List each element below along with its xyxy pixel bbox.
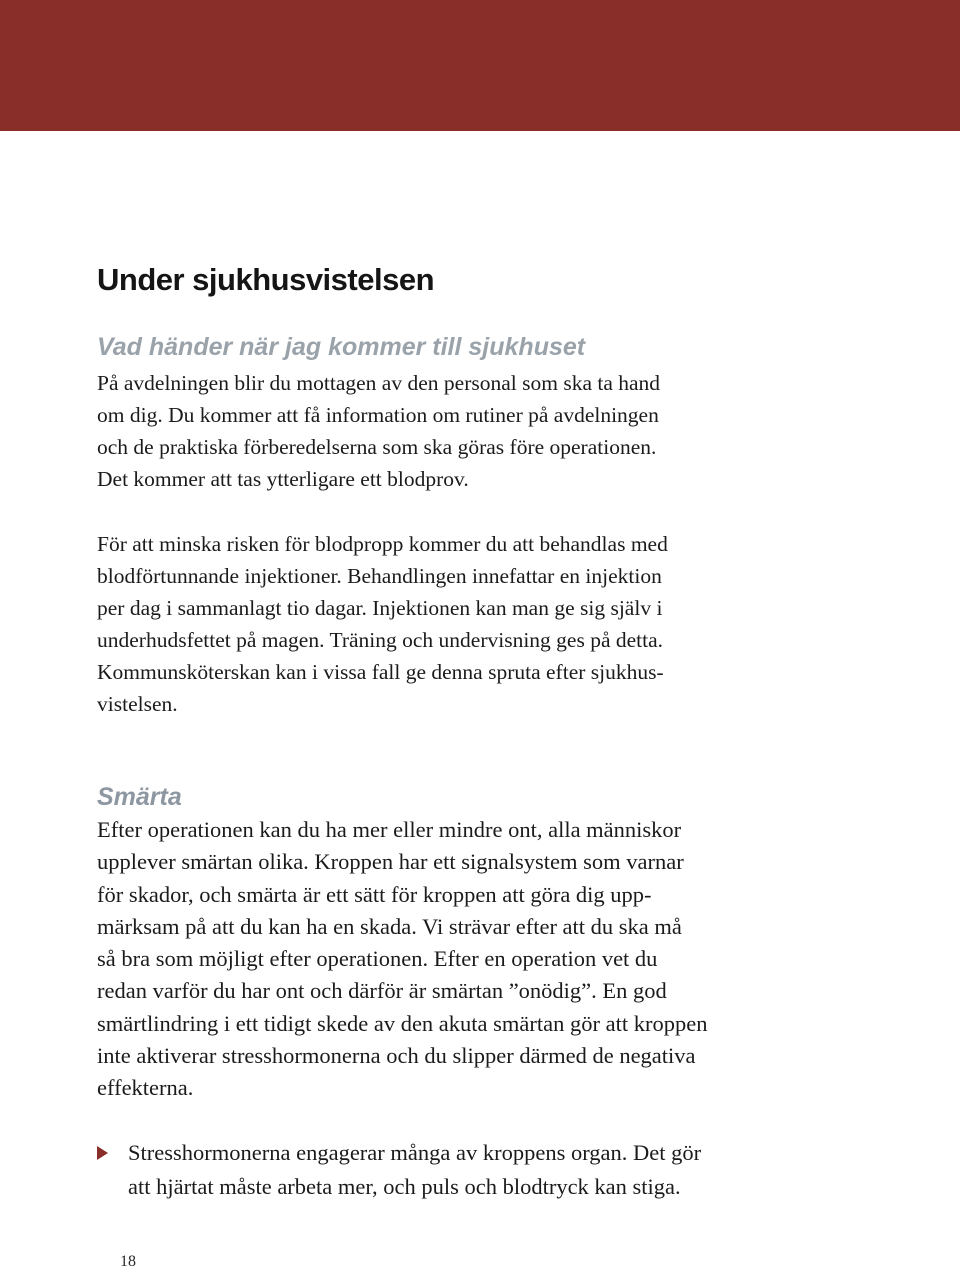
text-line: inte aktiverar stresshormonerna och du slipper därmed de negativa (97, 1043, 696, 1069)
text-line: underhudsfettet på magen. Träning och undervisning ges på detta. (97, 628, 664, 652)
paragraph-arrival (97, 367, 660, 495)
text-line: smärtlindring i ett tidigt skede av den akuta smärtan gör att kroppen (97, 1010, 708, 1036)
section-heading-pain: Smärta (97, 783, 182, 811)
bullet-text (128, 1136, 701, 1204)
text-line: effekterna. (97, 1075, 194, 1101)
paragraph-pain (97, 814, 707, 1105)
text-line: vistelsen. (97, 692, 178, 716)
text-line: Det kommer att tas ytterligare ett blodprov. (97, 467, 469, 491)
page-title: Under sjukhusvistelsen (97, 262, 435, 297)
text-line: Kommunsköterskan kan i vissa fall ge denna spruta efter sjukhus- (97, 660, 664, 684)
text-line: för skador, och smärta är ett sätt för kroppen att göra dig upp- (97, 881, 652, 907)
text-line: per dag i sammanlagt tio dagar. Injektionen kan man ge sig själv i (97, 596, 663, 620)
text-line: redan varför du har ont och därför är smärtan ”onödig”. En god (97, 978, 667, 1004)
text-line: upplever smärtan olika. Kroppen har ett signalsystem som varnar (97, 849, 684, 875)
triangle-bullet-icon (97, 1146, 108, 1160)
text-line: och de praktiska förberedelserna som ska göras före operationen. (97, 435, 657, 459)
text-line: Efter operationen kan du ha mer eller mindre ont, alla människor (97, 817, 682, 842)
text-line: att hjärtat måste arbeta mer, och puls och blodtryck kan stiga. (128, 1174, 681, 1199)
paragraph-blood-clot (97, 528, 668, 720)
section-heading-arrival: Vad händer när jag kommer till sjukhuset (97, 333, 586, 361)
text-line: märksam på att du kan ha en skada. Vi strävar efter att du ska må (97, 913, 682, 939)
text-line: så bra som möjligt efter operationen. Efter en operation vet du (97, 946, 658, 972)
text-line: På avdelningen blir du mottagen av den personal som ska ta hand (97, 371, 661, 395)
page-number: 18 (120, 1253, 136, 1270)
header-color-band (0, 0, 960, 131)
text-line: blodförtunnande injektioner. Behandlingen innefattar en injektion (97, 564, 662, 588)
text-line: Stresshormonerna engagerar många av kroppens organ. Det gör (128, 1140, 702, 1165)
text-line: För att minska risken för blodpropp kommer du att behandlas med (97, 532, 668, 556)
text-line: om dig. Du kommer att få information om rutiner på avdelningen (97, 403, 659, 427)
